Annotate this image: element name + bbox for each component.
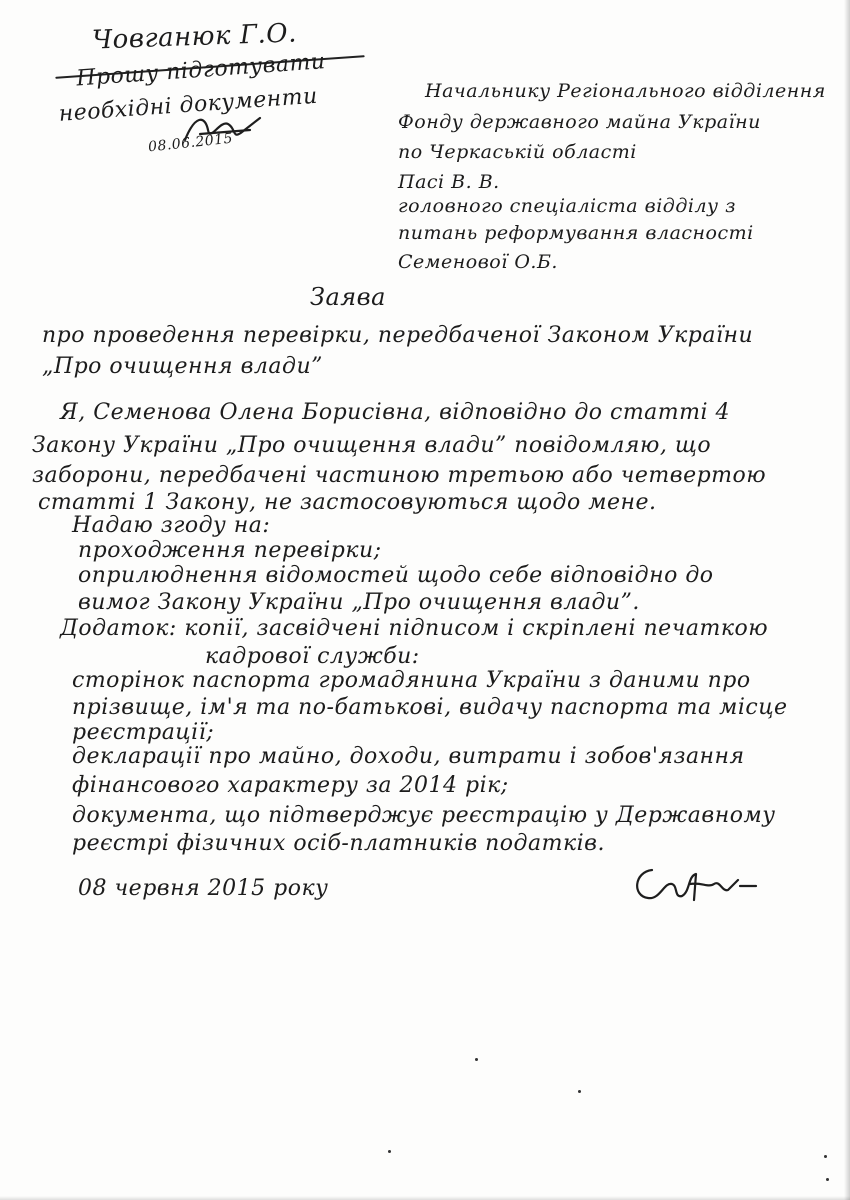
- document-title: Заява: [310, 283, 386, 311]
- scan-speck: [826, 1178, 829, 1181]
- subject-line-1: про проведення перевірки, передбаченої Законом України: [42, 323, 754, 348]
- applicant-signature: [630, 862, 760, 912]
- addressee-line-7: Семенової О.Б.: [398, 251, 558, 273]
- attachment-line-5: реєстрації;: [72, 720, 215, 745]
- body-line-6: проходження перевірки;: [78, 538, 382, 563]
- scan-speck: [824, 1155, 827, 1158]
- resolution-line-1: Прошу підготувати: [75, 49, 327, 92]
- body-line-1: Я, Семенова Олена Борисівна, відповідно до статті 4: [60, 400, 731, 425]
- body-line-7: оприлюднення відомостей щодо себе відповідно до: [78, 563, 714, 588]
- scan-speck: [388, 1150, 391, 1153]
- attachment-line-9: реєстрі фізичних осіб-платників податків.: [72, 831, 605, 856]
- attachment-line-2: кадрової служби:: [205, 644, 420, 669]
- attachment-line-8: документа, що підтверджує реєстрацію у Державному: [72, 803, 776, 828]
- resolution-date: 08.06.2015: [147, 130, 234, 156]
- addressee-line-2: Фонду державного майна України: [398, 111, 761, 133]
- addressee-line-1: Начальнику Регіонального відділення: [425, 80, 826, 102]
- resolution-line-2: необхідні документи: [57, 83, 319, 127]
- footer-date: 08 червня 2015 року: [78, 876, 329, 901]
- addressee-line-3: по Черкаській області: [398, 141, 637, 163]
- addressee-line-4: Пасі В. В.: [398, 171, 500, 193]
- attachment-line-1: Додаток: копії, засвідчені підписом і скріплені печаткою: [60, 616, 769, 641]
- scan-edge-right: [844, 0, 850, 1200]
- attachment-line-3: сторінок паспорта громадянина України з даними про: [72, 668, 751, 693]
- body-line-4: статті 1 Закону, не застосовуються щодо мене.: [38, 490, 657, 515]
- body-line-3: заборони, передбачені частиною третьою або четвертою: [32, 463, 767, 488]
- attachment-line-7: фінансового характеру за 2014 рік;: [72, 773, 509, 798]
- addressee-line-5: головного спеціаліста відділу з: [398, 195, 736, 217]
- scan-speck: [475, 1058, 478, 1061]
- top-name: Човганюк Г.О.: [91, 18, 298, 56]
- attachment-line-6: декларації про майно, доходи, витрати і зобов'язання: [72, 744, 745, 769]
- body-line-2: Закону України „Про очищення влади” повідомляю, що: [32, 433, 712, 458]
- subject-line-2: „Про очищення влади”: [42, 354, 323, 379]
- body-line-5: Надаю згоду на:: [72, 513, 271, 538]
- scan-speck: [578, 1090, 581, 1093]
- attachment-line-4: прізвище, ім'я та по-батькові, видачу паспорта та місце: [72, 695, 788, 720]
- scan-edge-bottom: [0, 1196, 850, 1200]
- body-line-8: вимог Закону України „Про очищення влади”.: [78, 590, 640, 615]
- addressee-line-6: питань реформування власності: [398, 222, 754, 244]
